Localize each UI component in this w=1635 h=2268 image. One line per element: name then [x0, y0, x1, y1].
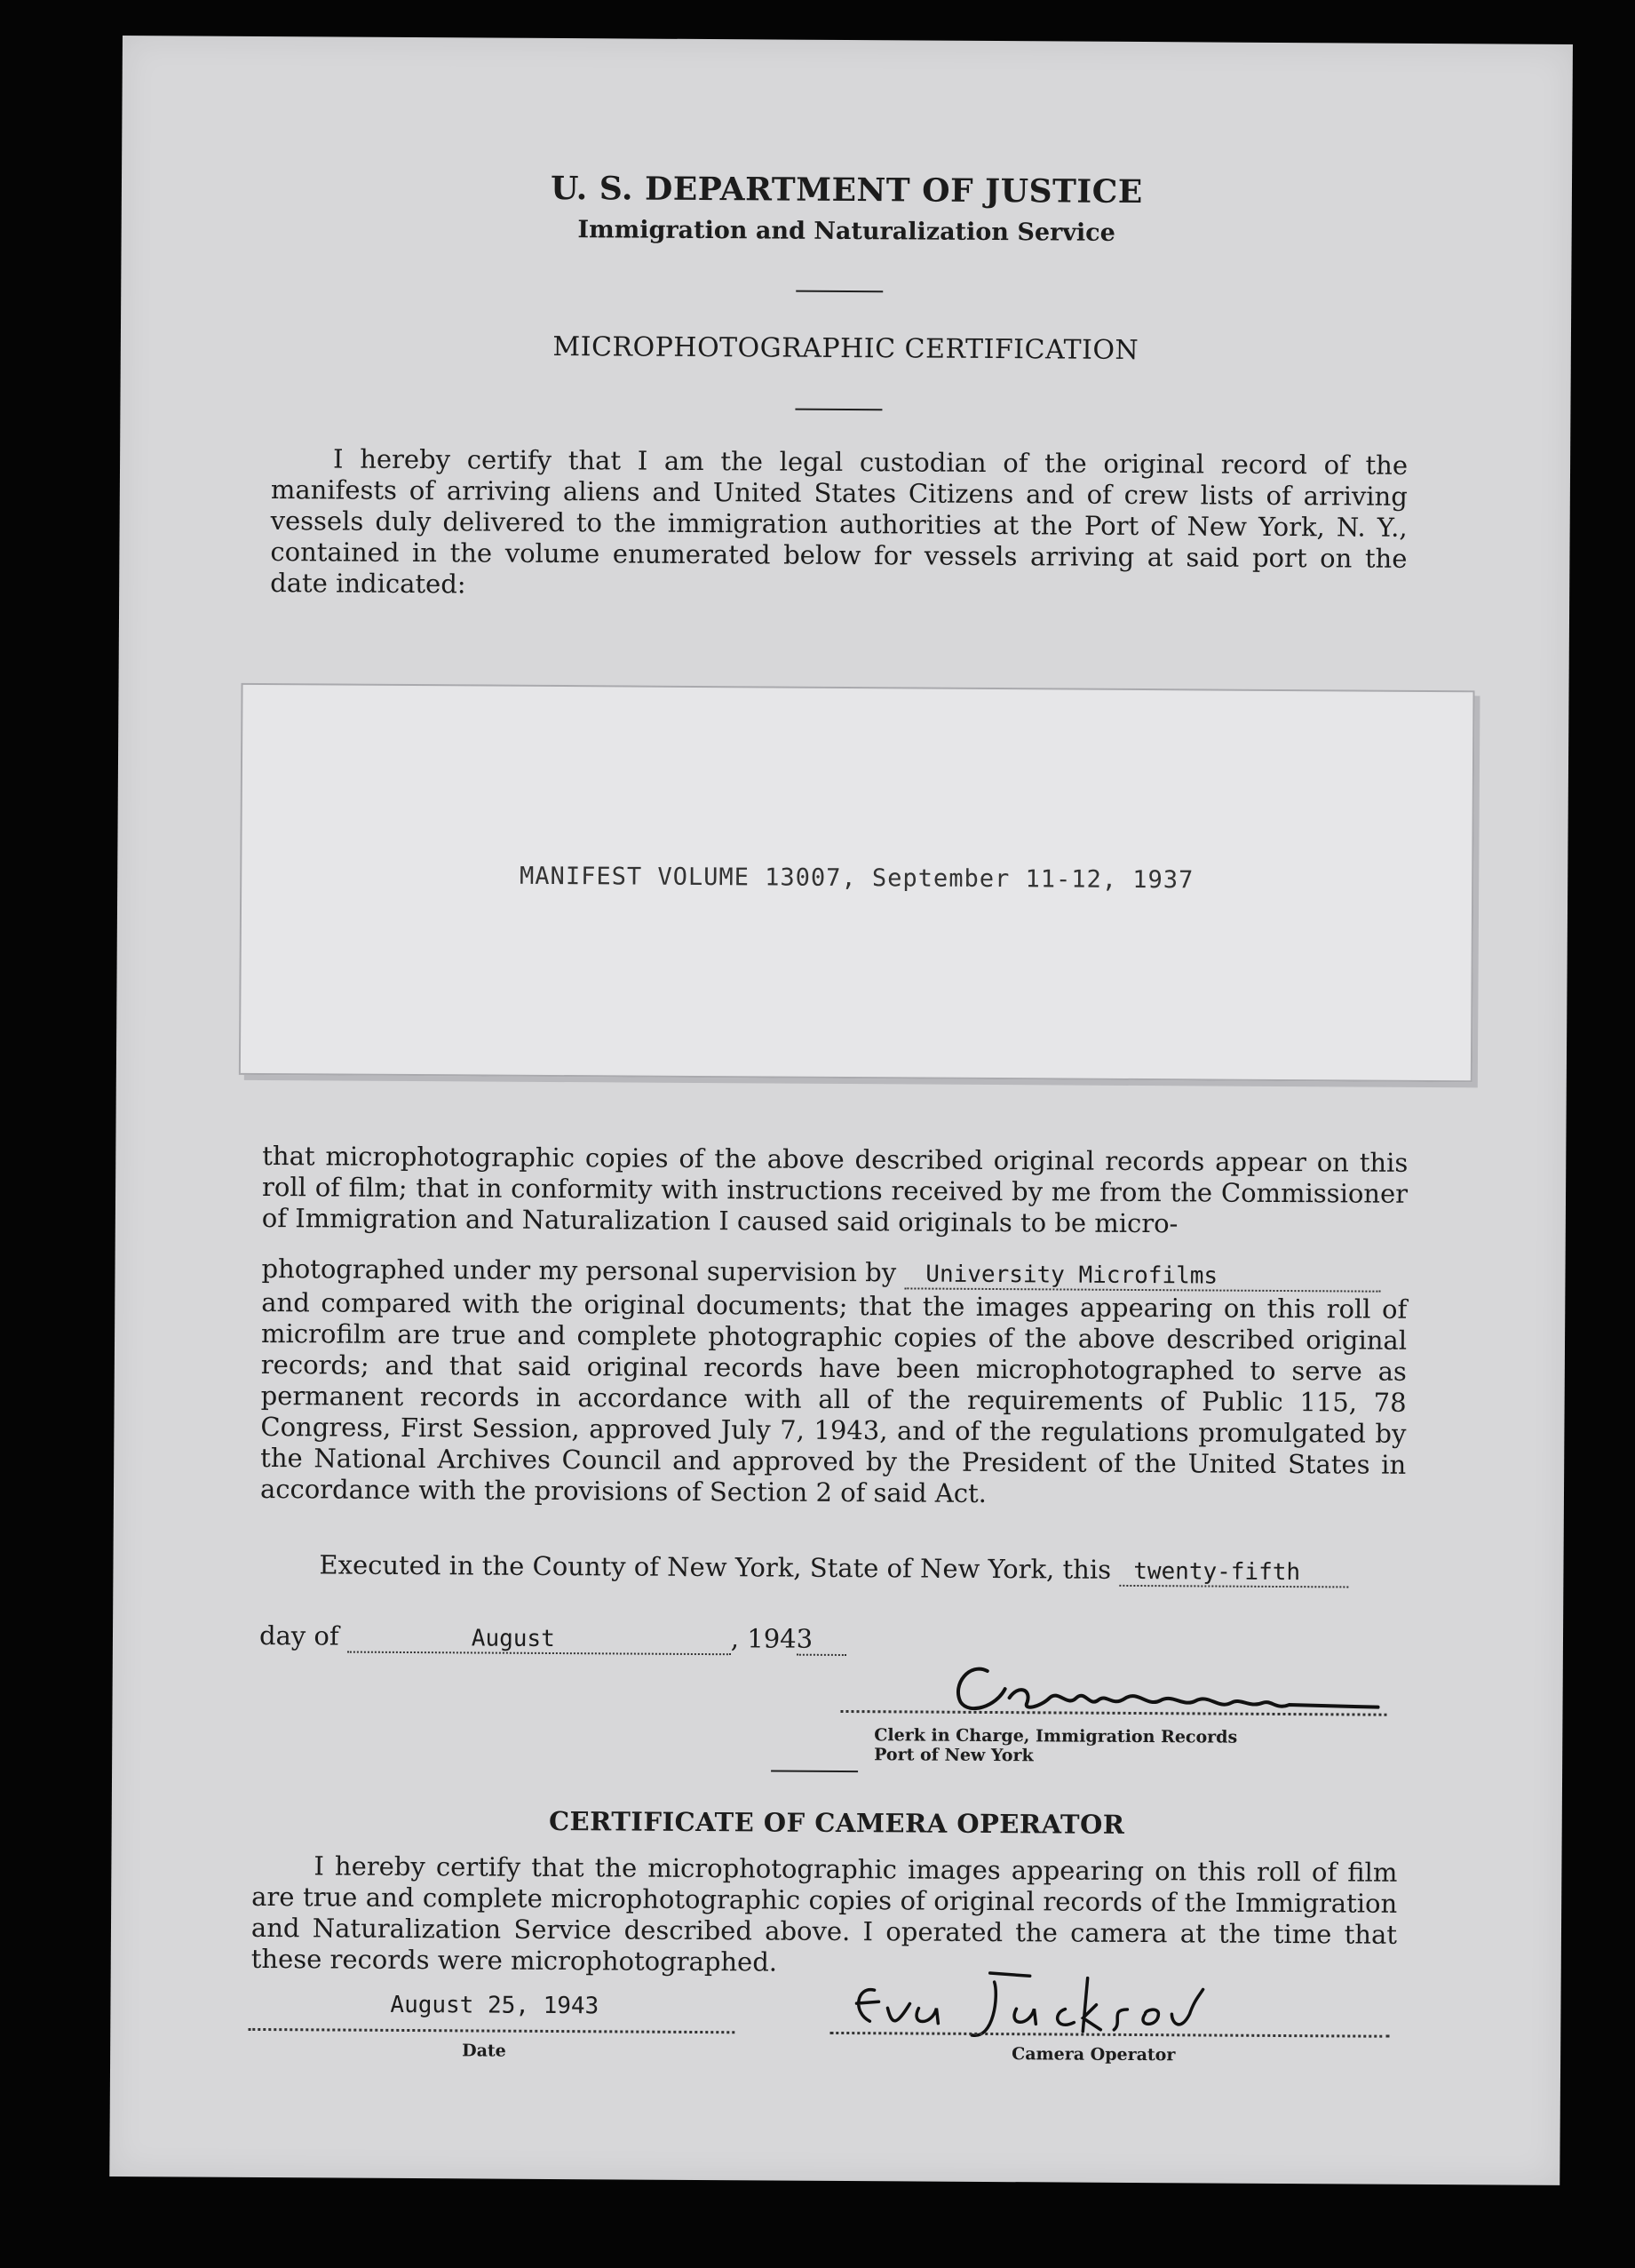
year-prefix: , 194 [730, 1623, 797, 1654]
clerk-title-line2: Port of New York [874, 1745, 1034, 1766]
department-title: U. S. DEPARTMENT OF JUSTICE [550, 169, 1143, 211]
certification-title: MICROPHOTOGRAPHIC CERTIFICATION [552, 330, 1139, 366]
day-of-label: day of [258, 1619, 339, 1651]
intro-paragraph [270, 443, 1408, 606]
divider [796, 290, 883, 293]
body-text-2: and compared with the original documents; that the images appearing on this roll of microfilm are true and complete photographic copies of the above described original records; and that said original records have been microphotographed to serve as permanent records in accordance with all of the requirements of Public 115, 78 Congress, First Session, approved July 7, 1943, and of the regulations promulgated by the National Archives Council and approved by the President of the United States in accordance with the provisions of Section 2 of said Act. [259, 1286, 1408, 1508]
day-of-line [259, 1620, 970, 1657]
camera-date-field [248, 1987, 599, 2019]
camera-certificate-heading: CERTIFICATE OF CAMERA OPERATOR [548, 1805, 1125, 1840]
manifest-volume-text: MANIFEST VOLUME 13007, September 11-12, 1937 [520, 862, 1195, 895]
month-field [347, 1621, 731, 1656]
body-text-1: that microphotographic copies of the above described original records appear on this roll of film; that in conformity with instructions received by me from the Commissioner of Immigration and Naturalization I caused said originals to be micro- [261, 1140, 1409, 1239]
camera-date-line [248, 2028, 734, 2033]
intro-text: I hereby certify that I am the legal custodian of the original record of the manifests of arriving aliens and United States Citizens and of crew lists of arriving vessels duly delivered to the immigration authorities at the Port of New York, N. Y., contained in the volume enumerated below for vessels arriving at said port on the date indicated: [270, 443, 1409, 600]
photographed-by-value: University Microfilms [925, 1261, 1218, 1290]
executed-label: Executed in the County of New York, State of New York, this [319, 1549, 1112, 1585]
body-paragraph-part2 [260, 1287, 1407, 1512]
divider [795, 409, 882, 411]
year-digit: 3 [796, 1623, 814, 1654]
camera-certificate-paragraph [251, 1850, 1398, 1982]
camera-operator-label: Camera Operator [1012, 2044, 1176, 2065]
manifest-card [239, 683, 1475, 1082]
month-value: August [471, 1625, 555, 1653]
executed-day-field [1119, 1555, 1348, 1588]
divider [771, 1770, 858, 1772]
certificate-page [109, 36, 1573, 2185]
year-field [797, 1624, 846, 1656]
photographed-by-line [261, 1253, 1407, 1293]
photographed-by-field [904, 1257, 1380, 1292]
service-subtitle: Immigration and Naturalization Service [577, 216, 1115, 247]
photographed-by-label: photographed under my personal supervision by [261, 1253, 897, 1288]
clerk-title-line1: Clerk in Charge, Immigration Records [874, 1725, 1238, 1747]
executed-day-value: twenty-fifth [1133, 1557, 1301, 1587]
camera-certificate-text: I hereby certify that the microphotographic images appearing on this roll of film are true and complete microphotographic copies of original records of the Immigration and Naturalization Service described above. I operated the camera at the time that these records were microphotographed. [250, 1850, 1398, 1978]
camera-date-label: Date [462, 2041, 506, 2061]
executed-line [319, 1549, 1420, 1588]
body-paragraph-part1 [262, 1141, 1409, 1241]
clerk-title [874, 1725, 1237, 1766]
camera-date-value: August 25, 1943 [390, 1991, 599, 2020]
